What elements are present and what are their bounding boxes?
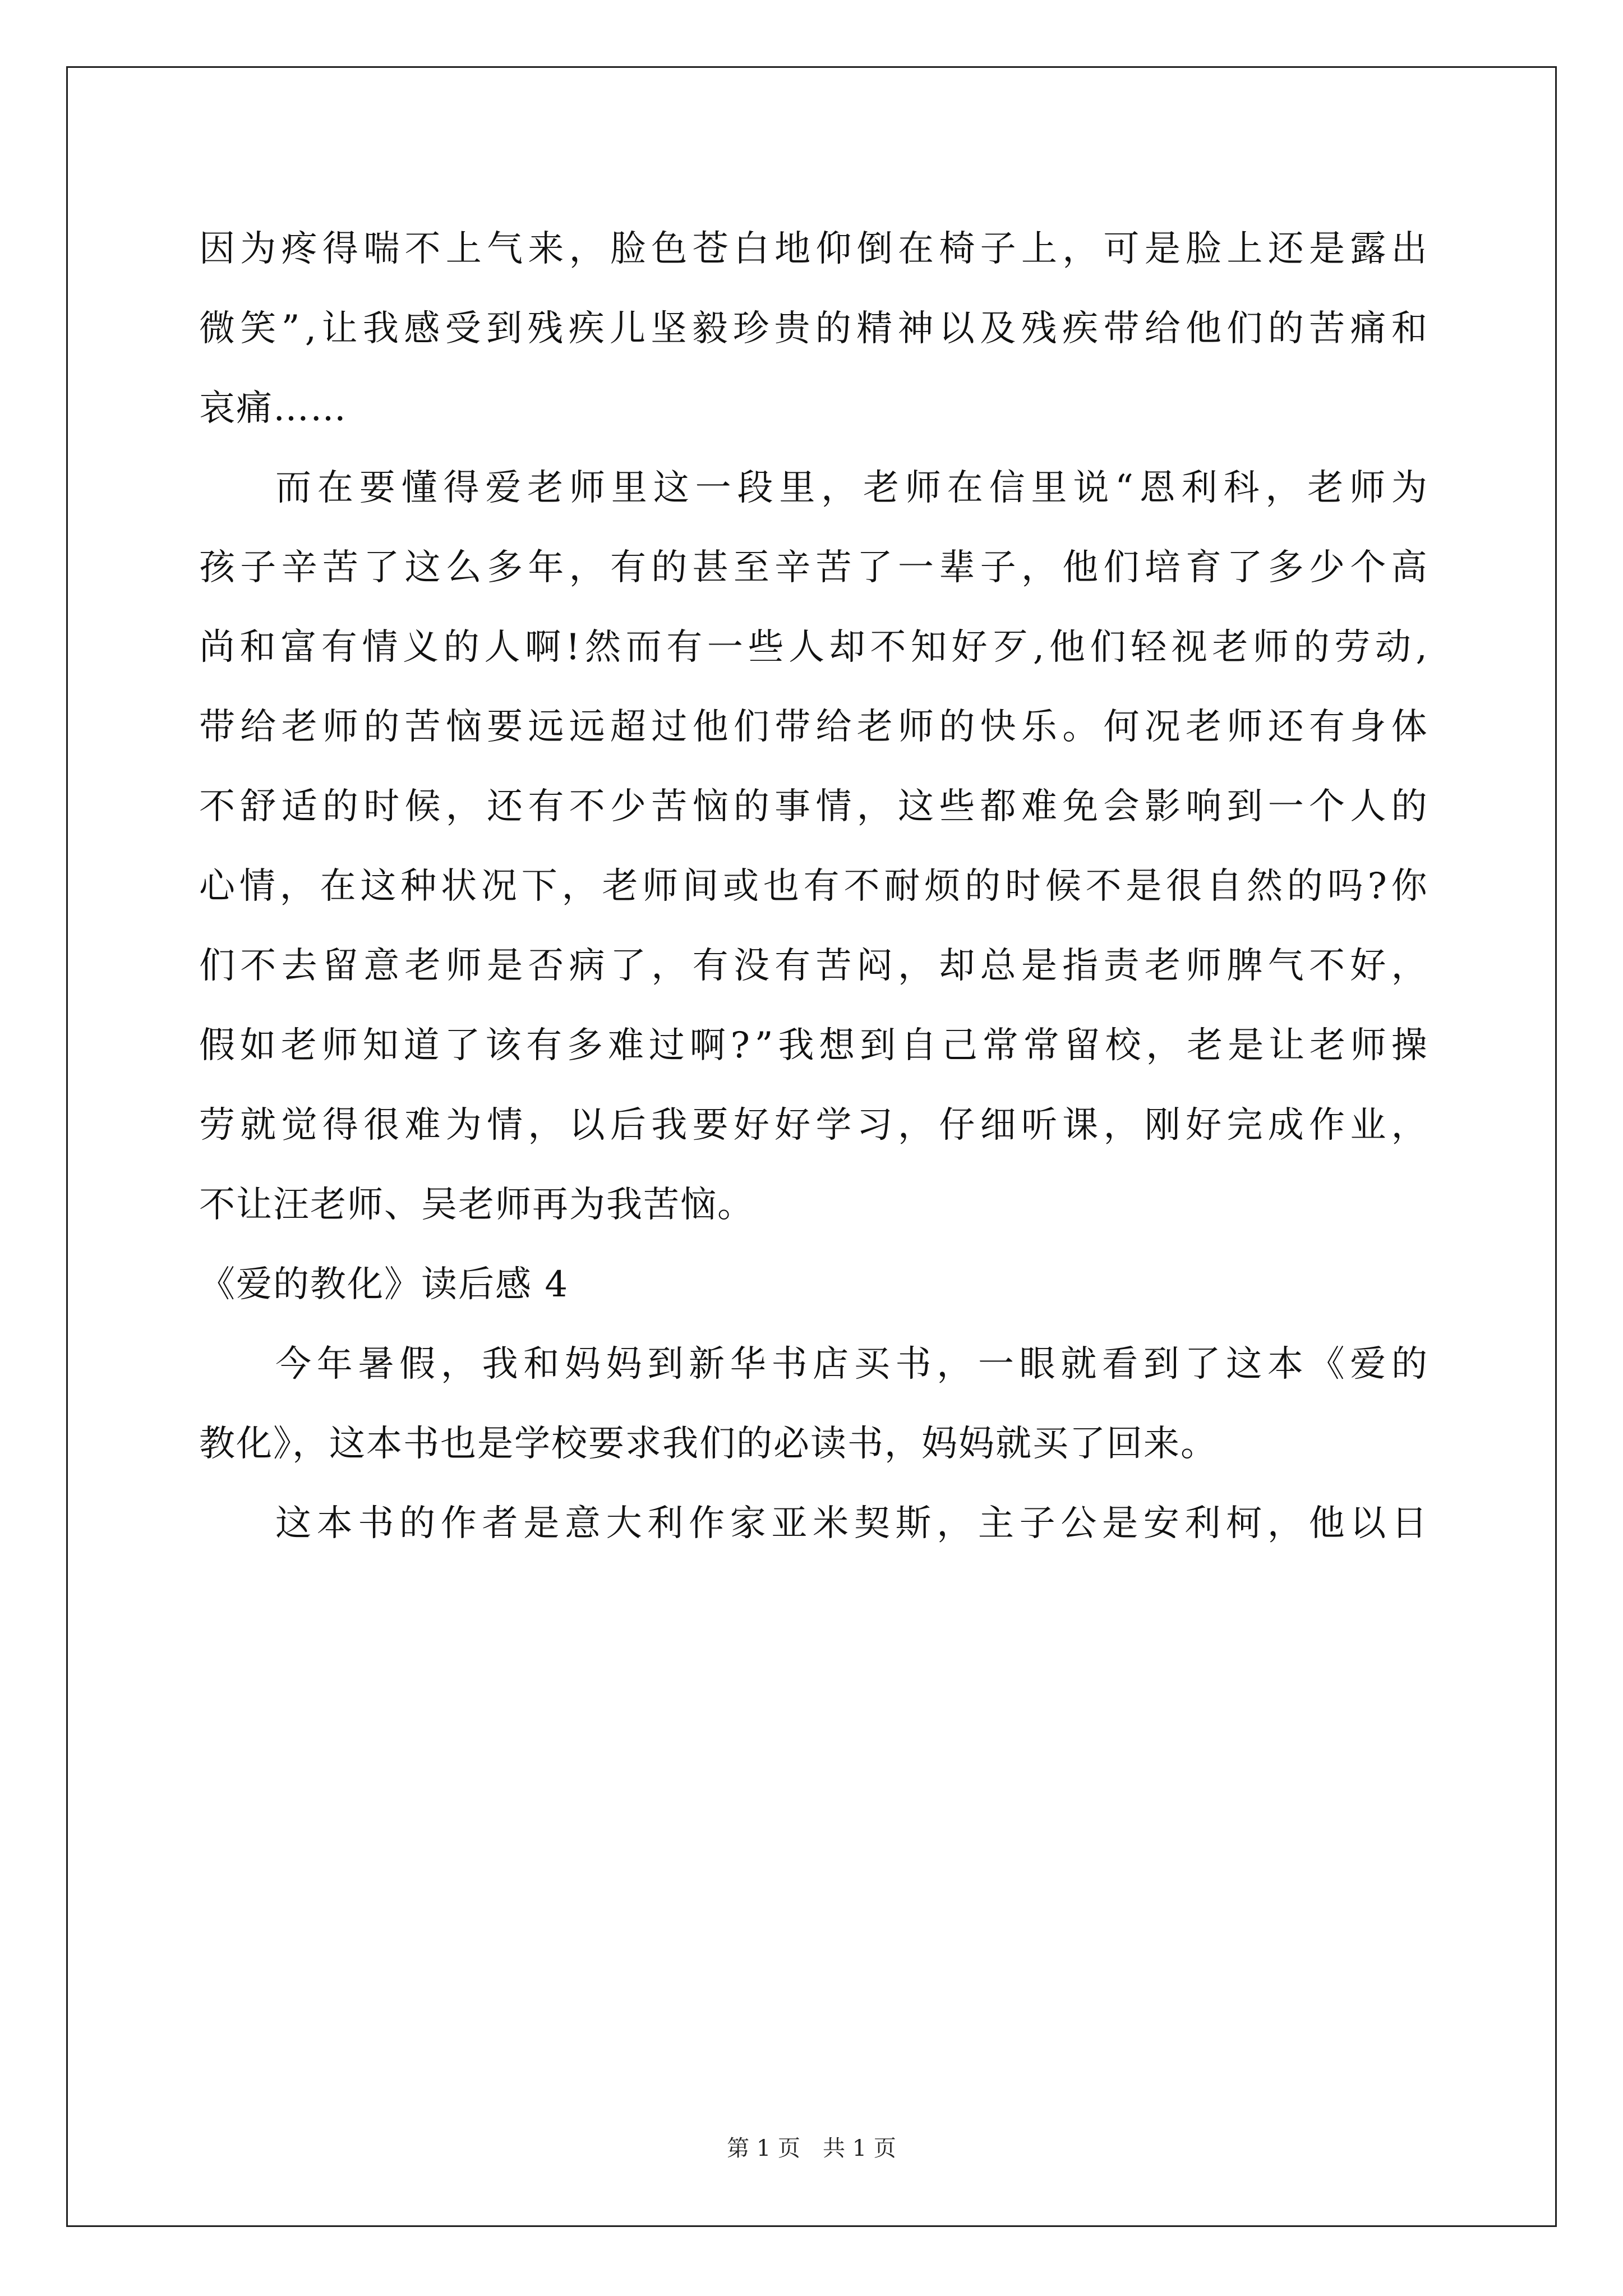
text-line: 哀痛……	[199, 388, 347, 429]
text-line: 因 为 疼 得 喘 不 上 气 来 ， 脸 色 苍 白 地 仰 倒 在 椅 子 上 ， 可 是 脸 上 还 是 露 出	[199, 228, 1427, 270]
text-line: 劳 就 觉 得 很 难 为 情 ， 以 后 我 要 好 好 学 习 ， 仔 细 听 课 ， 刚 好 完 成 作 业 ，	[199, 1105, 1427, 1146]
text-line: 不 舒 适 的 时 候 ， 还 有 不 少 苦 恼 的 事 情 ， 这 些 都 难 免 会 影 响 到 一 个 人 的	[199, 786, 1427, 827]
paragraph-first-line: 这 本 书 的 作 者 是 意 大 利 作 家 亚 米 契 斯 ， 主 子 公 是 安 利 柯 ， 他 以 日	[275, 1503, 1427, 1544]
text-line: 尚 和 富 有 情 义 的 人 啊 ! 然 而 有 一 些 人 却 不 知 好 歹 , 他 们 轻 视 老 师 的 劳 动 ,	[199, 627, 1427, 668]
page-footer: 第 1 页 共 1 页	[727, 2136, 896, 2161]
text-line: 不让汪老师、吴老师再为我苦恼。	[199, 1184, 754, 1226]
paragraph-first-line: 而 在 要 懂 得 爱 老 师 里 这 一 段 里 ， 老 师 在 信 里 说 “ 恩 利 科 ， 老 师 为	[275, 467, 1427, 509]
text-line: 孩 子 辛 苦 了 这 么 多 年 ， 有 的 甚 至 辛 苦 了 一 辈 子 ， 他 们 培 育 了 多 少 个 高	[199, 547, 1427, 588]
text-line: 微 笑 ” , 让 我 感 受 到 残 疾 儿 坚 毅 珍 贵 的 精 神 以 及 残 疾 带 给 他 们 的 苦 痛 和	[199, 308, 1427, 349]
text-line: 们 不 去 留 意 老 师 是 否 病 了 ， 有 没 有 苦 闷 ， 却 总 是 指 责 老 师 脾 气 不 好 ，	[199, 945, 1427, 987]
text-line: 教化》，这本书也是学校要求我们的必读书，妈妈就买了回来。	[199, 1423, 1218, 1465]
text-line: 心 情 ， 在 这 种 状 况 下 ， 老 师 间 或 也 有 不 耐 烦 的 时 候 不 是 很 自 然 的 吗 ? 你	[199, 866, 1427, 907]
text-line: 假 如 老 师 知 道 了 该 有 多 难 过 啊 ? ” 我 想 到 自 己 常 常 留 校 ， 老 是 让 老 师 操	[199, 1025, 1427, 1066]
paragraph-first-line: 今 年 暑 假 ， 我 和 妈 妈 到 新 华 书 店 买 书 ， 一 眼 就 看 到 了 这 本 《 爱 的	[275, 1343, 1427, 1385]
section-heading: 《爱的教化》读后感 4	[199, 1264, 569, 1305]
text-line: 带 给 老 师 的 苦 恼 要 远 远 超 过 他 们 带 给 老 师 的 快 乐 。 何 况 老 师 还 有 身 体	[199, 706, 1427, 748]
